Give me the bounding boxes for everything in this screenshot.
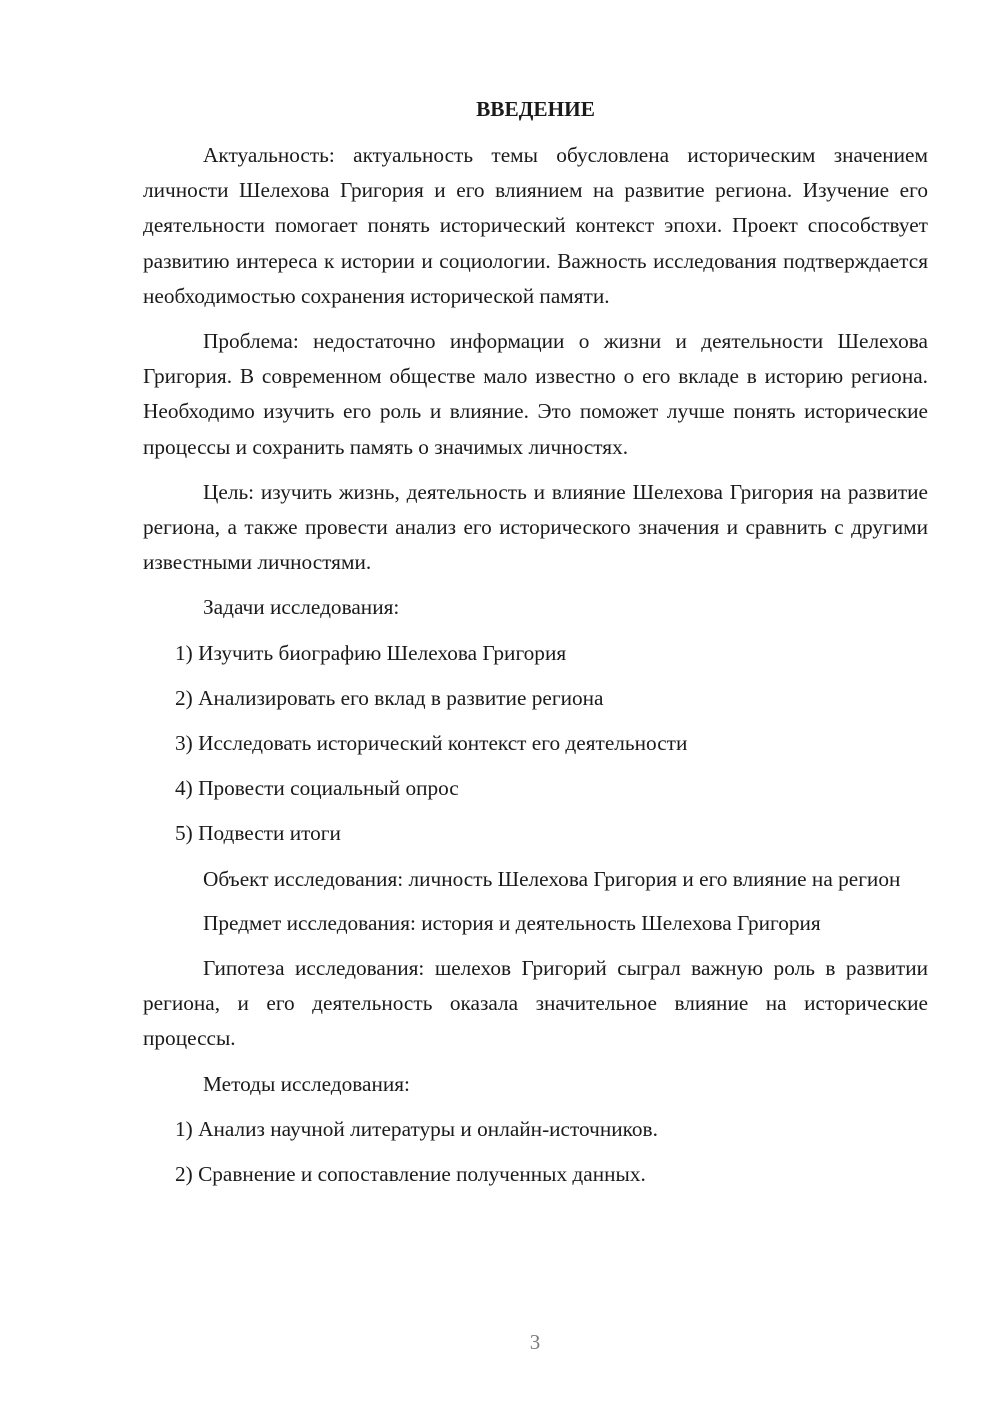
task-item: 4) Провести социальный опрос [175,776,459,801]
task-item: 2) Анализировать его вклад в развитие региона [175,685,604,710]
problem-paragraph: Проблема: недостаточно информации о жизни и деятельности Шелехова Григория. В современном обществе мало известно о его вкладе в историю региона. Необходимо изучить его роль и влияние. Это поможет лучше понять исторические процессы и сохранить память о значимых личностях. [143,329,928,459]
task-item: 1) Изучить биографию Шелехова Григория [175,640,567,665]
page-number: 3 [529,1330,541,1354]
task-item: 5) Подвести итоги [175,821,341,846]
subject-paragraph: Предмет исследования: история и деятельность Шелехова Григория [203,910,821,935]
task-item: 3) Исследовать исторический контекст его деятельности [175,731,688,756]
method-item: 1) Анализ научной литературы и онлайн-источников. [175,1116,658,1141]
methods-heading: Методы исследования: [203,1071,410,1096]
relevance-paragraph: Актуальность: актуальность темы обусловлена историческим значением личности Шелехова Григория и его влиянием на развитие региона. Изучение его деятельности помогает понять исторический контекст эпохи. Проект способствует развитию интереса к истории и социологии. Важность исследования подтверждается необходимостью сохранения исторической памяти. [143,143,928,308]
goal-paragraph: Цель: изучить жизнь, деятельность и влияние Шелехова Григория на развитие региона, а также провести анализ его исторического значения и сравнить с другими известными личностями. [143,479,928,575]
hypothesis-paragraph: Гипотеза исследования: шелехов Григорий сыграл важную роль в развитии региона, и его деятельность оказала значительное влияние на исторические процессы. [143,956,928,1051]
document-page [143,92,928,1202]
tasks-heading: Задачи исследования: [203,595,400,620]
section-title: ВВЕДЕНИЕ [476,97,595,121]
method-item: 2) Сравнение и сопоставление полученных данных. [175,1162,646,1187]
object-paragraph: Объект исследования: личность Шелехова Григория и его влияние на регион [203,866,901,891]
